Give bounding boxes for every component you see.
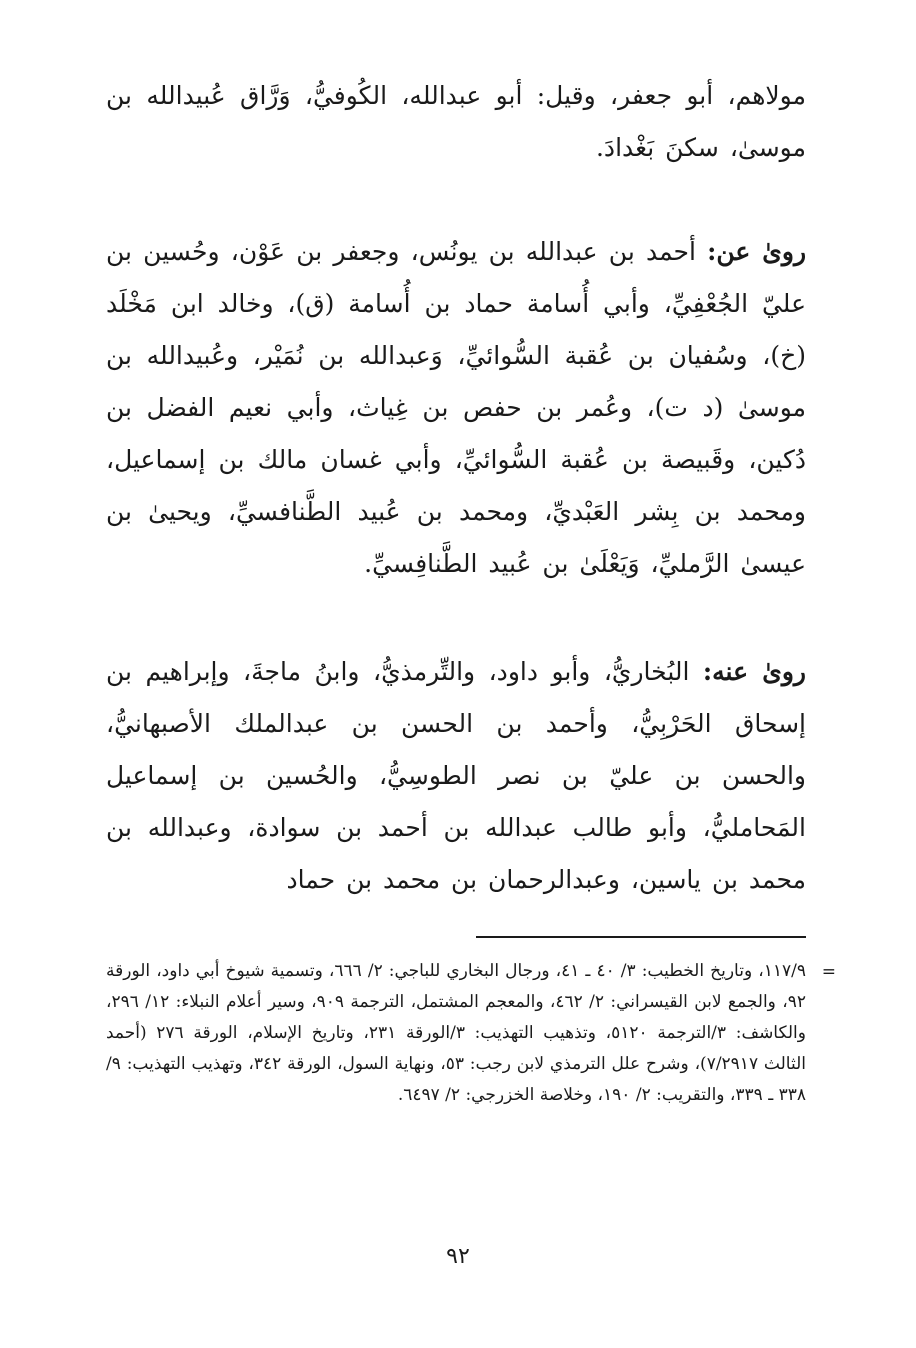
narrated-by-paragraph (106, 646, 806, 906)
narrated-by-heading: رویٰ عنه: (702, 657, 806, 686)
footnote-divider (476, 936, 806, 938)
narrated-from-heading: رویٰ عن: (707, 237, 807, 266)
narrated-by-text: البُخاريُّ، وأبو داود، والتِّرمذيُّ، وابنُ ماجةَ، وإبراهيم بن إسحاق الحَرْبِيُّ، وأحمد بن الحسن بن عبدالملك الأصبهانيُّ، والحسن بن عليّ بن نصر الطوسِيُّ، والحُسين بن إسماعيل المَحامليُّ، وأبو طالب عبدالله بن أحمد بن سوادة، وعبدالله بن محمد بن ياسين، وعبدالرحمان بن محمد بن حماد (106, 657, 806, 894)
narrated-from-paragraph (106, 226, 806, 590)
footnote (106, 956, 806, 1111)
footnote-text: ١١٧/٩، وتاريخ الخطيب: ٣/ ٤٠ ـ ٤١، ورجال البخاري للباجي: ٢/ ٦٦٦، وتسمية شيوخ أبي داود، الورقة ٩٢، والجمع لابن القيسراني: ٢/ ٤٦٢، والمعجم المشتمل، الترجمة ٩٠٩، وسير أعلام النبلاء: ١٢/ ٢٩٦، والكاشف: ٣/الترجمة ٥١٢٠، وتذهيب التهذيب: ٣/الورقة ٢٣١، وتاريخ الإسلام، الورقة ٢٧٦ (أحمد الثالث ٧/٢٩١٧)، وشرح علل الترمذي لابن رجب: ٥٣، ونهاية السول، الورقة ٣٤٢، وتهذيب التهذيب: ٩/ ٣٣٨ ـ ٣٣٩، والتقريب: ٢/ ١٩٠، وخلاصة الخزرجي: ٢/ ٦٤٩٧. (106, 961, 806, 1105)
footnote-continuation-marker: = (821, 962, 836, 982)
intro-text: مولاهم، أبو جعفر، وقيل: أبو عبدالله، الكُوفيُّ، وَرَّاق عُبيدالله بن موسىٰ، سكنَ بَغْدادَ. (106, 81, 806, 162)
page-number: ٩٢ (446, 1244, 470, 1269)
intro-paragraph (106, 70, 806, 174)
narrated-from-text: أحمد بن عبدالله بن يونُس، وجعفر بن عَوْن، وحُسين بن عليّ الجُعْفِيِّ، وأبي أُسامة حماد بن أُسامة (ق)، وخالد ابن مَخْلَد (خ)، وسُفيان بن عُقبة السُّوائيِّ، وَعبدالله بن نُمَيْر، وعُبيدالله بن موسىٰ (د ت)، وعُمر بن حفص بن غِياث، وأبي نعيم الفضل بن دُكين، وقَبيصة بن عُقبة السُّوائيِّ، وأبي غسان مالك بن إسماعيل، ومحمد بن بِشر العَبْديِّ، ومحمد بن عُبيد الطَّنافسيِّ، ويحيىٰ بن عيسىٰ الرَّمليِّ، وَيَعْلَىٰ بن عُبيد الطَّنافِسيِّ. (106, 237, 806, 578)
